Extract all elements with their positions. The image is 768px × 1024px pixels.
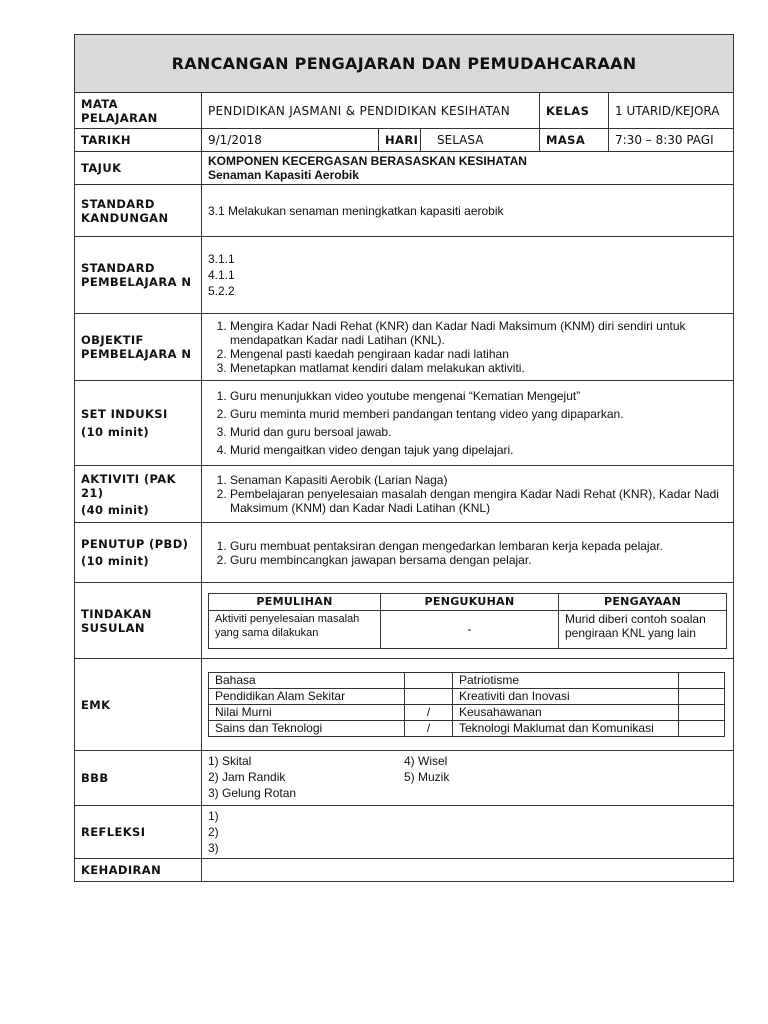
kehadiran-label: KEHADIRAN (75, 859, 202, 882)
list-item: 1. Guru menunjukkan video youtube mengenai “Kematian Mengejut” (230, 389, 727, 403)
pemulihan-value: Aktiviti penyelesaian masalah yang sama dilakukan (209, 610, 381, 648)
list-item: 1. Guru membuat pentaksiran dengan mengedarkan lembaran kerja kepada pelajar. (230, 539, 727, 553)
list-item: 3. Murid dan guru bersoal jawab. (230, 425, 727, 439)
emk-mark (679, 721, 725, 737)
table-row (209, 705, 725, 721)
penutup-cell (75, 523, 202, 583)
emk-item: Keusahawanan (453, 705, 679, 721)
list-item: 1. Senaman Kapasiti Aerobik (Larian Naga) (230, 473, 727, 487)
pengukuhan-value: - (381, 610, 559, 648)
kelas-value: 1 UTARID/KEJORA (609, 93, 734, 129)
list-item: 2. Mengenal pasti kaedah pengiraan kadar nadi latihan (230, 347, 727, 361)
list-item: 4. Murid mengaitkan video dengan tajuk yang dipelajari. (230, 443, 727, 457)
emk-item: Kreativiti dan Inovasi (453, 689, 679, 705)
penutup-label: PENUTUP (PBD) (81, 537, 189, 551)
list-item: 2. Guru meminta murid memberi pandangan tentang video yang dipaparkan. (230, 407, 727, 421)
penutup-duration: (10 minit) (81, 554, 150, 568)
list-item: 4) Wisel (404, 754, 448, 768)
tajuk-label: TAJUK (75, 152, 202, 185)
pengukuhan-header: PENGUKUHAN (381, 593, 559, 610)
tarikh-label: TARIKH (75, 129, 202, 152)
page-title: RANCANGAN PENGAJARAN DAN PEMUDAHCARAAN (75, 35, 734, 93)
lesson-plan-table (74, 34, 734, 882)
emk-item: Nilai Murni (209, 705, 405, 721)
tindakan-susulan-table (208, 593, 727, 649)
tajuk-line2: Senaman Kapasiti Aerobik (208, 168, 359, 182)
emk-item: Sains dan Teknologi (209, 721, 405, 737)
emk-table (208, 672, 725, 737)
aktiviti-label: AKTIVITI (PAK 21) (81, 471, 176, 500)
hari-value: SELASA (421, 129, 540, 152)
list-item: 2) Jam Randik (208, 770, 286, 784)
tajuk-line1: KOMPONEN KECERGASAN BERASASKAN KESIHATAN (208, 154, 527, 168)
objektif-label: OBJEKTIF PEMBELAJARA N (75, 314, 202, 381)
emk-mark: / (405, 705, 453, 721)
mata-pelajaran-label: MATA PELAJARAN (75, 93, 202, 129)
list-item: 1) (208, 809, 219, 823)
emk-label: EMK (75, 659, 202, 751)
emk-item: Pendidikan Alam Sekitar (209, 689, 405, 705)
tindakan-susulan-label: TINDAKAN SUSULAN (75, 583, 202, 659)
mata-pelajaran-value: PENDIDIKAN JASMANI & PENDIDIKAN KESIHATAN (202, 93, 540, 129)
set-induksi-list (202, 381, 734, 466)
kelas-label: KELAS (540, 93, 609, 129)
list-item: 2) (208, 825, 219, 839)
emk-mark (405, 689, 453, 705)
emk-item: Patriotisme (453, 673, 679, 689)
emk-item: Teknologi Maklumat dan Komunikasi (453, 721, 679, 737)
hari-label: HARI (379, 129, 421, 152)
standard-kandungan-value: 3.1 Melakukan senaman meningkatkan kapasiti aerobik (202, 185, 734, 237)
refleksi-label: REFLEKSI (75, 806, 202, 859)
emk-item: Bahasa (209, 673, 405, 689)
standard-kandungan-label: STANDARD KANDUNGAN (75, 185, 202, 237)
standard-pembelajaran-label: STANDARD PEMBELAJARA N (75, 237, 202, 314)
list-item: 2. Guru membincangkan jawapan bersama dengan pelajar. (230, 553, 727, 567)
list-item: 3) (208, 841, 219, 855)
emk-mark: / (405, 721, 453, 737)
list-item: 5) Muzik (404, 770, 450, 784)
pengayaan-value: Murid diberi contoh soalan pengiraan KNL yang lain (559, 610, 727, 648)
tarikh-value: 9/1/2018 (202, 129, 379, 152)
list-item: 2. Pembelajaran penyelesaian masalah dengan mengira Kadar Nadi Rehat (KNR), Kadar Nadi Maksimum (KNM) dan Kadar Nadi Latihan (KNL) (230, 487, 727, 515)
list-item: 1) Skital (208, 754, 252, 768)
masa-value: 7:30 – 8:30 PAGI (609, 129, 734, 152)
aktiviti-cell (75, 466, 202, 523)
kehadiran-value (202, 859, 734, 882)
list-item: 5.2.2 (208, 284, 235, 298)
pengayaan-header: PENGAYAAN (559, 593, 727, 610)
aktiviti-duration: (40 minit) (81, 502, 150, 517)
list-item: 3) Gelung Rotan (208, 786, 297, 800)
emk-mark (405, 673, 453, 689)
emk-mark (679, 689, 725, 705)
list-item: 3. Menetapkan matlamat kendiri dalam melakukan aktiviti. (230, 361, 727, 375)
standard-pembelajaran-list (202, 237, 734, 314)
set-induksi-duration: (10 minit) (81, 425, 150, 439)
set-induksi-label: SET INDUKSI (81, 407, 168, 421)
table-row (209, 673, 725, 689)
bbb-list (208, 753, 727, 801)
table-row (209, 721, 725, 737)
emk-mark (679, 673, 725, 689)
list-item: 3.1.1 (208, 252, 235, 266)
emk-mark (679, 705, 725, 721)
pemulihan-header: PEMULIHAN (209, 593, 381, 610)
list-item: 4.1.1 (208, 268, 235, 282)
list-item: 1. Mengira Kadar Nadi Rehat (KNR) dan Kadar Nadi Maksimum (KNM) diri sendiri untuk mendapatkan Kadar nadi Latihan (KNL). (230, 319, 727, 347)
set-induksi-cell (75, 381, 202, 466)
table-row (209, 689, 725, 705)
bbb-label: BBB (75, 751, 202, 806)
penutup-list (202, 523, 734, 583)
aktiviti-list (202, 466, 734, 523)
objektif-list (202, 314, 734, 381)
masa-label: MASA (540, 129, 609, 152)
